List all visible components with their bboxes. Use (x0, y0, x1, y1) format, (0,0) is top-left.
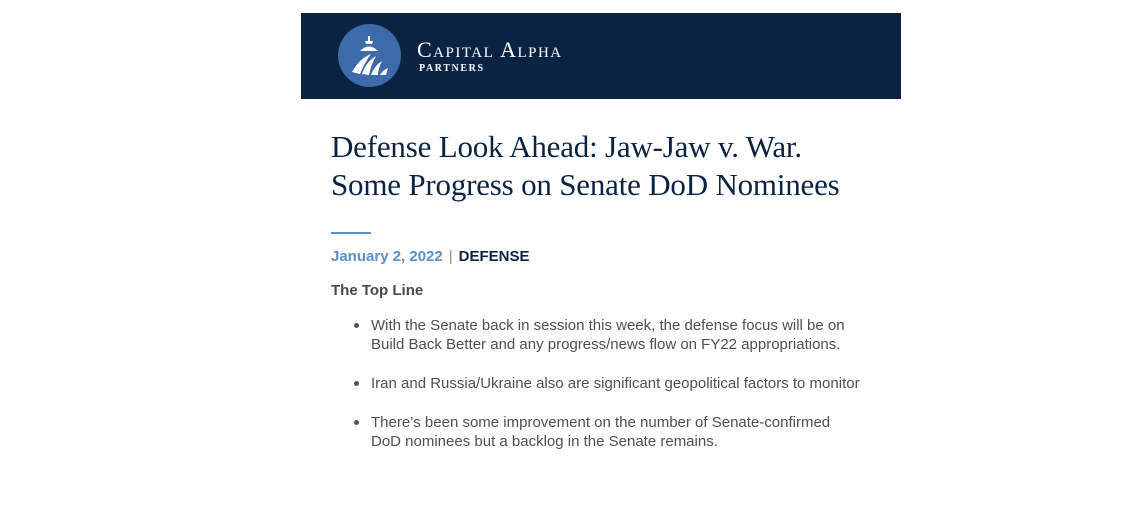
article-category-link[interactable]: DEFENSE (458, 248, 530, 265)
article-content (331, 128, 871, 471)
brand-name: Capital Alpha (417, 37, 563, 62)
bullet-icon (354, 323, 359, 328)
bullet-icon (354, 381, 359, 386)
brand-logo-text[interactable] (417, 37, 563, 75)
list-item (331, 316, 861, 354)
list-item-text: There’s been some improvement on the number of Senate-confirmed DoD nominees but a backlog in the Senate remains. (371, 414, 831, 450)
list-item-text: Iran and Russia/Ukraine also are significant geopolitical factors to monitor (371, 375, 860, 392)
article-meta (331, 248, 871, 266)
meta-separator: | (448, 248, 453, 265)
article-title: Defense Look Ahead: Jaw-Jaw v. War. Some Progress on Senate DoD Nominees (331, 129, 840, 202)
article-date: January 2, 2022 (331, 248, 443, 265)
capitol-dome-icon[interactable] (338, 24, 401, 87)
top-line-list (331, 316, 871, 451)
list-item (331, 413, 861, 451)
title-divider (331, 232, 371, 234)
brand-subtitle: PARTNERS (419, 63, 485, 74)
site-header (301, 13, 901, 99)
list-item-text: With the Senate back in session this week, the defense focus will be on Build Back Better and any progress/news flow on FY22 appropriations. (371, 317, 845, 353)
list-item (331, 374, 861, 393)
section-heading: The Top Line (331, 282, 424, 299)
bullet-icon (354, 420, 359, 425)
